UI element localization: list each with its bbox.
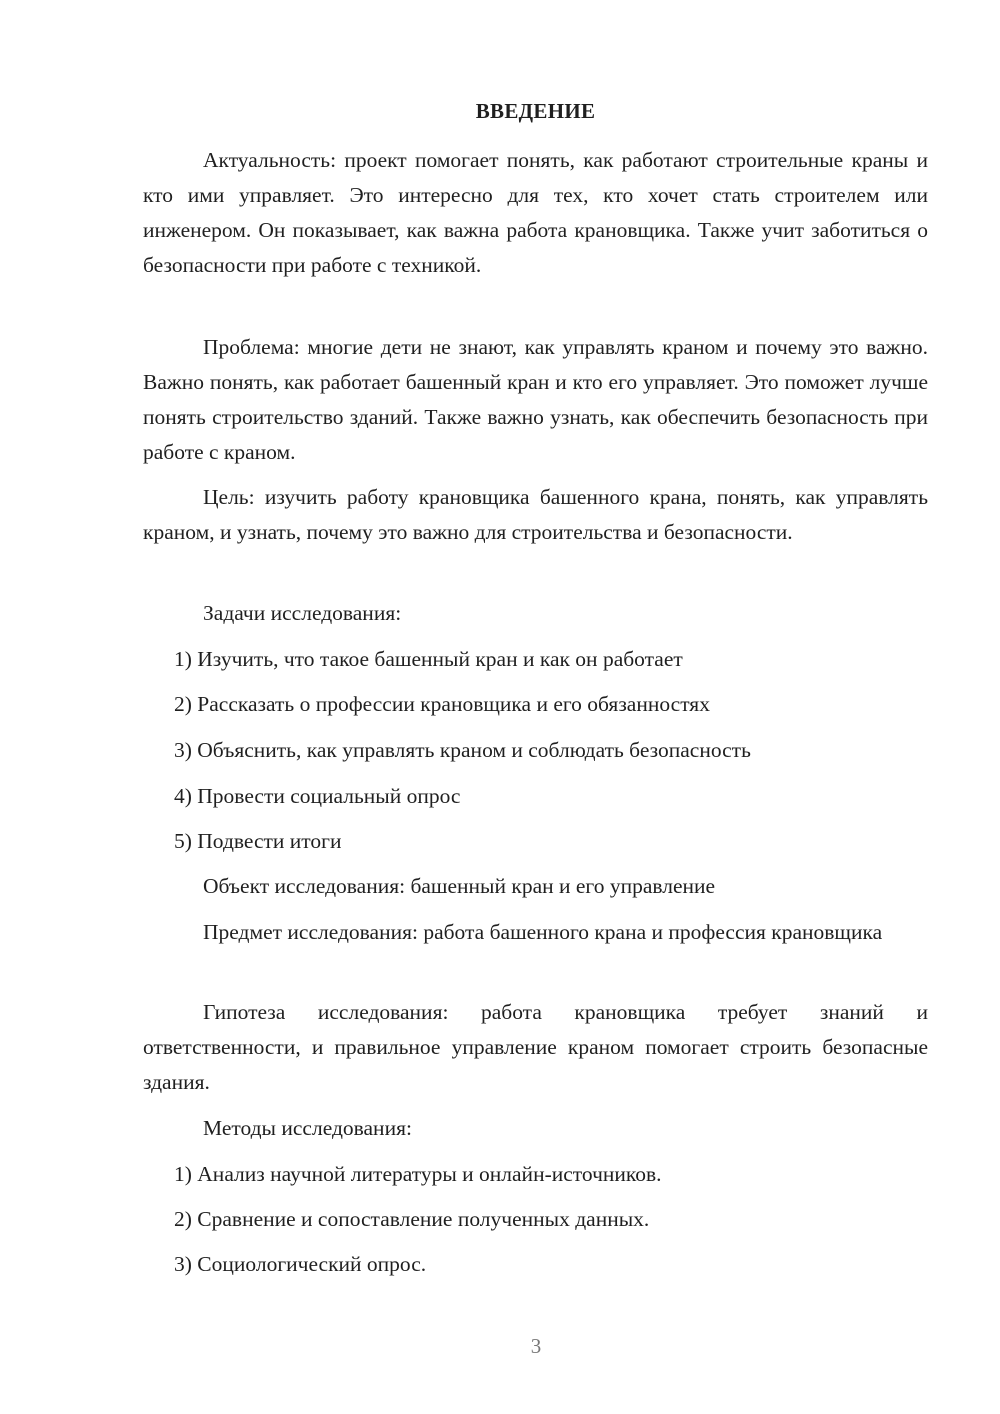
research-subject: Предмет исследования: работа башенного крана и профессия крановщика bbox=[203, 920, 883, 944]
method-item: 3) Социологический опрос. bbox=[174, 1252, 427, 1276]
paragraph-problem: Проблема: многие дети не знают, как управлять краном и почему это важно. Важно понять, как работает башенный кран и кто его управляет. Это поможет лучше понять строительство зданий. Также важно узнать, как обеспечить безопасность при работе с краном. bbox=[143, 335, 928, 464]
method-item: 2) Сравнение и сопоставление полученных данных. bbox=[174, 1207, 650, 1231]
task-item: 3) Объяснить, как управлять краном и соблюдать безопасность bbox=[174, 738, 751, 762]
paragraph-relevance: Актуальность: проект помогает понять, как работают строительные краны и кто ими управляет. Это интересно для тех, кто хочет стать строителем или инженером. Он показывает, как важна работа крановщика. Также учит заботиться о безопасности при работе с техникой. bbox=[143, 148, 928, 277]
method-item: 1) Анализ научной литературы и онлайн-источников. bbox=[174, 1162, 662, 1186]
task-item: 4) Провести социальный опрос bbox=[174, 784, 461, 808]
methods-heading: Методы исследования: bbox=[203, 1116, 412, 1140]
page-title: ВВЕДЕНИЕ bbox=[475, 99, 596, 123]
task-item: 2) Рассказать о профессии крановщика и его обязанностях bbox=[174, 692, 710, 716]
page-number: 3 bbox=[530, 1334, 542, 1358]
tasks-heading: Задачи исследования: bbox=[203, 601, 402, 625]
paragraph-goal: Цель: изучить работу крановщика башенного крана, понять, как управлять краном, и узнать, почему это важно для строительства и безопасности. bbox=[143, 485, 928, 544]
research-object: Объект исследования: башенный кран и его управление bbox=[203, 874, 716, 898]
task-item: 1) Изучить, что такое башенный кран и как он работает bbox=[174, 647, 683, 671]
research-hypothesis: Гипотеза исследования: работа крановщика требует знаний и ответственности, и правильное управление краном помогает строить безопасные здания. bbox=[143, 1000, 928, 1094]
task-item: 5) Подвести итоги bbox=[174, 829, 342, 853]
